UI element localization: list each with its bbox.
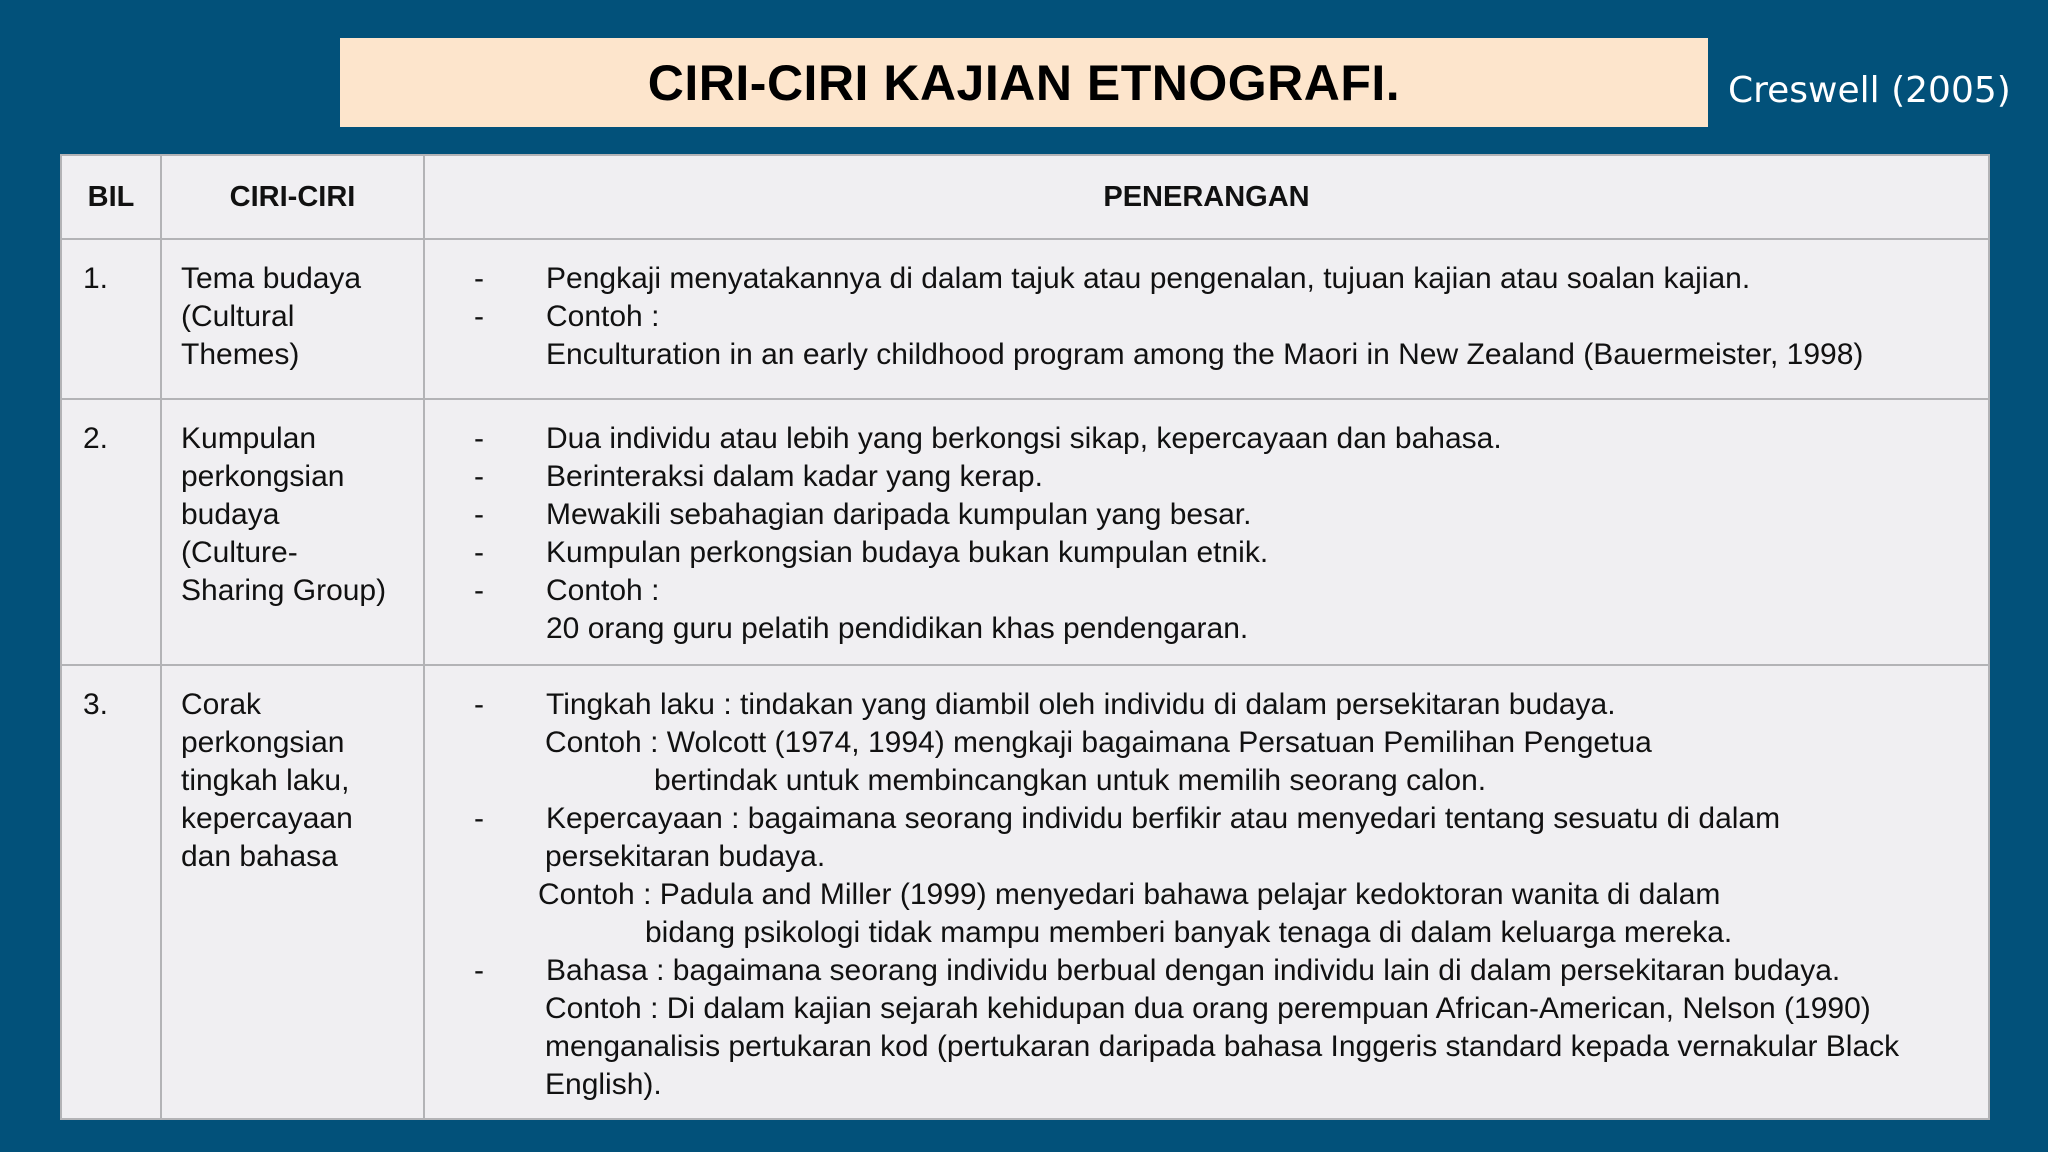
description-line: menganalisis pertukaran kod (pertukaran daripada bahasa Inggeris standard kepada vernakular Black bbox=[545, 1030, 1900, 1063]
description-line: - Contoh : bbox=[474, 300, 660, 333]
description-line: English). bbox=[545, 1068, 662, 1101]
description-line: - Kepercayaan : bagaimana seorang individu berfikir atau menyedari tentang sesuatu di dalam bbox=[474, 802, 1781, 835]
description-line: - Tingkah laku : tindakan yang diambil oleh individu di dalam persekitaran budaya. bbox=[474, 688, 1616, 721]
description-line: bidang psikologi tidak mampu memberi banyak tenaga di dalam keluarga mereka. bbox=[645, 916, 1733, 949]
table-header-row bbox=[61, 155, 1989, 239]
table-row bbox=[61, 399, 1989, 665]
row-characteristic: Corak perkongsian tingkah laku, kepercayaan dan bahasa bbox=[161, 665, 424, 1119]
description-line: Contoh : Padula and Miller (1999) menyedari bahawa pelajar kedoktoran wanita di dalam bbox=[538, 878, 1721, 911]
header-ciri: CIRI-CIRI bbox=[161, 155, 424, 239]
description-line: persekitaran budaya. bbox=[545, 840, 826, 873]
description-line: Enculturation in an early childhood program among the Maori in New Zealand (Bauermeister, 1998) bbox=[546, 338, 1864, 371]
description-line: Contoh : Wolcott (1974, 1994) mengkaji bagaimana Persatuan Pemilihan Pengetua bbox=[545, 726, 1652, 759]
description-line: - Bahasa : bagaimana seorang individu berbual dengan individu lain di dalam persekitaran budaya. bbox=[474, 954, 1841, 987]
header-bil: BIL bbox=[61, 155, 161, 239]
description-line: bertindak untuk membincangkan untuk memilih seorang calon. bbox=[654, 764, 1487, 797]
table-row bbox=[61, 665, 1989, 1119]
header-penerangan: PENERANGAN bbox=[424, 155, 1989, 239]
row-description bbox=[424, 665, 1989, 1119]
characteristics-table bbox=[60, 154, 1990, 1120]
row-number: 3. bbox=[61, 665, 161, 1119]
table-row bbox=[61, 239, 1989, 399]
title-banner bbox=[340, 38, 1708, 127]
row-number: 2. bbox=[61, 399, 161, 665]
row-description bbox=[424, 239, 1989, 399]
description-line: - Contoh : bbox=[474, 574, 660, 607]
description-line: 20 orang guru pelatih pendidikan khas pendengaran. bbox=[546, 612, 1249, 645]
description-line: Contoh : Di dalam kajian sejarah kehidupan dua orang perempuan African-American, Nelson (1990) bbox=[545, 992, 1871, 1025]
row-characteristic: Kumpulan perkongsian budaya (Culture- Sharing Group) bbox=[161, 399, 424, 665]
description-line: - Berinteraksi dalam kadar yang kerap. bbox=[474, 460, 1043, 493]
description-line: - Mewakili sebahagian daripada kumpulan yang besar. bbox=[474, 498, 1252, 531]
row-number: 1. bbox=[61, 239, 161, 399]
description-line: - Kumpulan perkongsian budaya bukan kumpulan etnik. bbox=[474, 536, 1269, 569]
description-line: - Dua individu atau lebih yang berkongsi sikap, kepercayaan dan bahasa. bbox=[474, 422, 1502, 455]
row-characteristic: Tema budaya (Cultural Themes) bbox=[161, 239, 424, 399]
row-description bbox=[424, 399, 1989, 665]
source-citation: Creswell (2005) bbox=[1728, 70, 2011, 111]
description-line: - Pengkaji menyatakannya di dalam tajuk atau pengenalan, tujuan kajian atau soalan kajian. bbox=[474, 262, 1751, 295]
slide-title: CIRI-CIRI KAJIAN ETNOGRAFI. bbox=[647, 54, 1401, 111]
